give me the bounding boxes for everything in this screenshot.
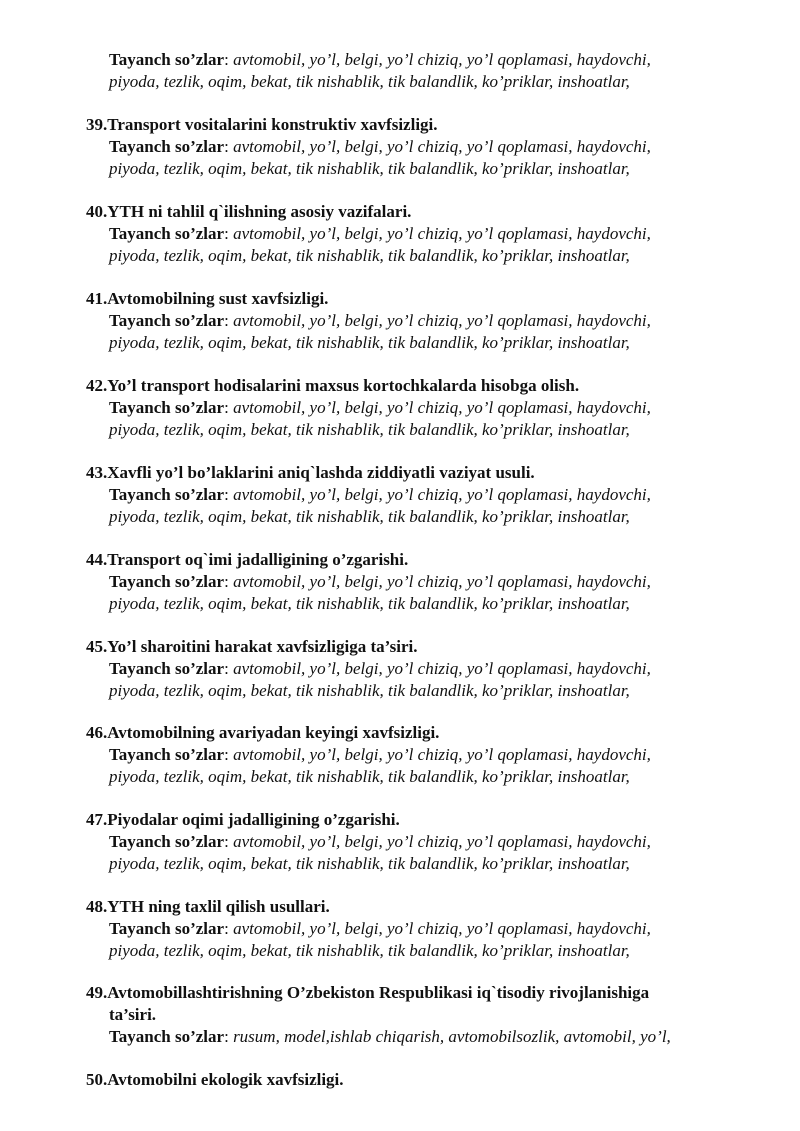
keywords-text: piyoda, tezlik, oqim, bekat, tik nishablik, tik balandlik, ko’priklar, inshoatlar, [109, 941, 630, 960]
item-title: Transport oq`imi jadalligining o’zgarishi. [107, 550, 409, 569]
keywords-separator: : [224, 832, 234, 851]
item-heading [86, 809, 400, 831]
keywords-separator: : [224, 398, 234, 417]
keywords-line [109, 397, 651, 419]
keywords-label: Tayanch so’zlar [109, 485, 225, 504]
item-number: 39. [86, 115, 108, 134]
keywords-line [109, 506, 630, 528]
item-number: 47. [86, 810, 108, 829]
keywords-line [109, 332, 630, 354]
item-number: 41. [86, 289, 108, 308]
item-title: Avtomobillashtirishning O’zbekiston Respublikasi iq`tisodiy rivojlanishiga [107, 983, 650, 1002]
keywords-line [109, 158, 630, 180]
item-number: 50. [86, 1070, 108, 1089]
item-heading [86, 114, 438, 136]
keywords-label: Tayanch so’zlar [109, 311, 225, 330]
item-title: Avtomobilni ekologik xavfsizligi. [107, 1070, 344, 1089]
keywords-text: avtomobil, yo’l, belgi, yo’l chiziq, yo’l qoplamasi, haydovchi, [233, 919, 651, 938]
item-number: 40. [86, 202, 108, 221]
keywords-text: piyoda, tezlik, oqim, bekat, tik nishablik, tik balandlik, ko’priklar, inshoatlar, [109, 246, 630, 265]
item-number: 49. [86, 983, 108, 1002]
keywords-separator: : [224, 745, 234, 764]
item-title: Piyodalar oqimi jadalligining o’zgarishi. [107, 810, 400, 829]
keywords-text: piyoda, tezlik, oqim, bekat, tik nishablik, tik balandlik, ko’priklar, inshoatlar, [109, 420, 630, 439]
keywords-line [109, 310, 651, 332]
keywords-line [109, 766, 630, 788]
keywords-line [109, 744, 651, 766]
keywords-text: avtomobil, yo’l, belgi, yo’l chiziq, yo’l qoplamasi, haydovchi, [233, 137, 651, 156]
item-number: 42. [86, 376, 108, 395]
item-title: YTH ni tahlil q`ilishning asosiy vazifalari. [107, 202, 412, 221]
keywords-separator: : [224, 137, 234, 156]
item-title: ta’siri. [109, 1005, 157, 1024]
keywords-text: piyoda, tezlik, oqim, bekat, tik nishablik, tik balandlik, ko’priklar, inshoatlar, [109, 507, 630, 526]
keywords-text: avtomobil, yo’l, belgi, yo’l chiziq, yo’l qoplamasi, haydovchi, [233, 224, 651, 243]
keywords-separator: : [224, 485, 234, 504]
keywords-line [109, 680, 630, 702]
item-number: 44. [86, 550, 108, 569]
keywords-line [109, 831, 651, 853]
keywords-separator: : [224, 659, 234, 678]
keywords-line [109, 571, 651, 593]
keywords-text: avtomobil, yo’l, belgi, yo’l chiziq, yo’l qoplamasi, haydovchi, [233, 745, 651, 764]
keywords-line [109, 1026, 671, 1048]
keywords-line [109, 49, 651, 71]
item-heading [86, 462, 535, 484]
keywords-label: Tayanch so’zlar [109, 398, 225, 417]
item-number: 45. [86, 637, 108, 656]
keywords-line [109, 419, 630, 441]
item-title: Yo’l transport hodisalarini maxsus kortochkalarda hisobga olish. [107, 376, 580, 395]
keywords-text: avtomobil, yo’l, belgi, yo’l chiziq, yo’l qoplamasi, haydovchi, [233, 572, 651, 591]
keywords-text: piyoda, tezlik, oqim, bekat, tik nishablik, tik balandlik, ko’priklar, inshoatlar, [109, 333, 630, 352]
item-number: 48. [86, 897, 108, 916]
keywords-text: avtomobil, yo’l, belgi, yo’l chiziq, yo’l qoplamasi, haydovchi, [233, 832, 651, 851]
keywords-separator: : [224, 311, 234, 330]
keywords-label: Tayanch so’zlar [109, 1027, 225, 1046]
keywords-text: avtomobil, yo’l, belgi, yo’l chiziq, yo’l qoplamasi, haydovchi, [233, 659, 651, 678]
keywords-separator: : [224, 224, 234, 243]
item-heading [86, 982, 649, 1004]
keywords-label: Tayanch so’zlar [109, 572, 225, 591]
keywords-text: piyoda, tezlik, oqim, bekat, tik nishablik, tik balandlik, ko’priklar, inshoatlar, [109, 72, 630, 91]
keywords-text: piyoda, tezlik, oqim, bekat, tik nishablik, tik balandlik, ko’priklar, inshoatlar, [109, 594, 630, 613]
keywords-text: avtomobil, yo’l, belgi, yo’l chiziq, yo’l qoplamasi, haydovchi, [233, 485, 651, 504]
keywords-text: avtomobil, yo’l, belgi, yo’l chiziq, yo’l qoplamasi, haydovchi, [233, 311, 651, 330]
keywords-separator: : [224, 919, 234, 938]
keywords-label: Tayanch so’zlar [109, 137, 225, 156]
keywords-text: piyoda, tezlik, oqim, bekat, tik nishablik, tik balandlik, ko’priklar, inshoatlar, [109, 767, 630, 786]
item-title: Avtomobilning avariyadan keyingi xavfsizligi. [107, 723, 440, 742]
keywords-separator: : [224, 50, 234, 69]
keywords-line [109, 853, 630, 875]
keywords-line [109, 484, 651, 506]
keywords-label: Tayanch so’zlar [109, 832, 225, 851]
keywords-line [109, 593, 630, 615]
keywords-line [109, 223, 651, 245]
item-heading [86, 896, 330, 918]
keywords-line [109, 71, 630, 93]
item-heading [86, 375, 579, 397]
keywords-text: piyoda, tezlik, oqim, bekat, tik nishablik, tik balandlik, ko’priklar, inshoatlar, [109, 854, 630, 873]
item-title: Avtomobilning sust xavfsizligi. [107, 289, 329, 308]
item-title: YTH ning taxlil qilish usullari. [107, 897, 330, 916]
keywords-separator: : [224, 1027, 234, 1046]
keywords-text: piyoda, tezlik, oqim, bekat, tik nishablik, tik balandlik, ko’priklar, inshoatlar, [109, 159, 630, 178]
keywords-line [109, 245, 630, 267]
keywords-label: Tayanch so’zlar [109, 659, 225, 678]
keywords-line [109, 658, 651, 680]
keywords-line [109, 918, 651, 940]
keywords-label: Tayanch so’zlar [109, 224, 225, 243]
item-heading [86, 288, 328, 310]
item-title: Xavfli yo’l bo’laklarini aniq`lashda ziddiyatli vaziyat usuli. [107, 463, 535, 482]
item-title: Yo’l sharoitini harakat xavfsizligiga ta’siri. [107, 637, 418, 656]
keywords-text: piyoda, tezlik, oqim, bekat, tik nishablik, tik balandlik, ko’priklar, inshoatlar, [109, 681, 630, 700]
item-heading [86, 549, 408, 571]
keywords-text: rusum, model,ishlab chiqarish, avtomobilsozlik, avtomobil, yo’l, [233, 1027, 671, 1046]
item-number: 46. [86, 723, 108, 742]
keywords-text: avtomobil, yo’l, belgi, yo’l chiziq, yo’l qoplamasi, haydovchi, [233, 398, 651, 417]
item-heading [86, 1069, 344, 1091]
item-heading-continuation [109, 1004, 156, 1026]
keywords-line [109, 136, 651, 158]
keywords-label: Tayanch so’zlar [109, 745, 225, 764]
item-heading [86, 201, 411, 223]
item-heading [86, 722, 439, 744]
keywords-separator: : [224, 572, 234, 591]
item-heading [86, 636, 418, 658]
item-title: Transport vositalarini konstruktiv xavfsizligi. [107, 115, 438, 134]
item-number: 43. [86, 463, 108, 482]
keywords-label: Tayanch so’zlar [109, 919, 225, 938]
keywords-text: avtomobil, yo’l, belgi, yo’l chiziq, yo’l qoplamasi, haydovchi, [233, 50, 651, 69]
keywords-label: Tayanch so’zlar [109, 50, 225, 69]
keywords-line [109, 940, 630, 962]
